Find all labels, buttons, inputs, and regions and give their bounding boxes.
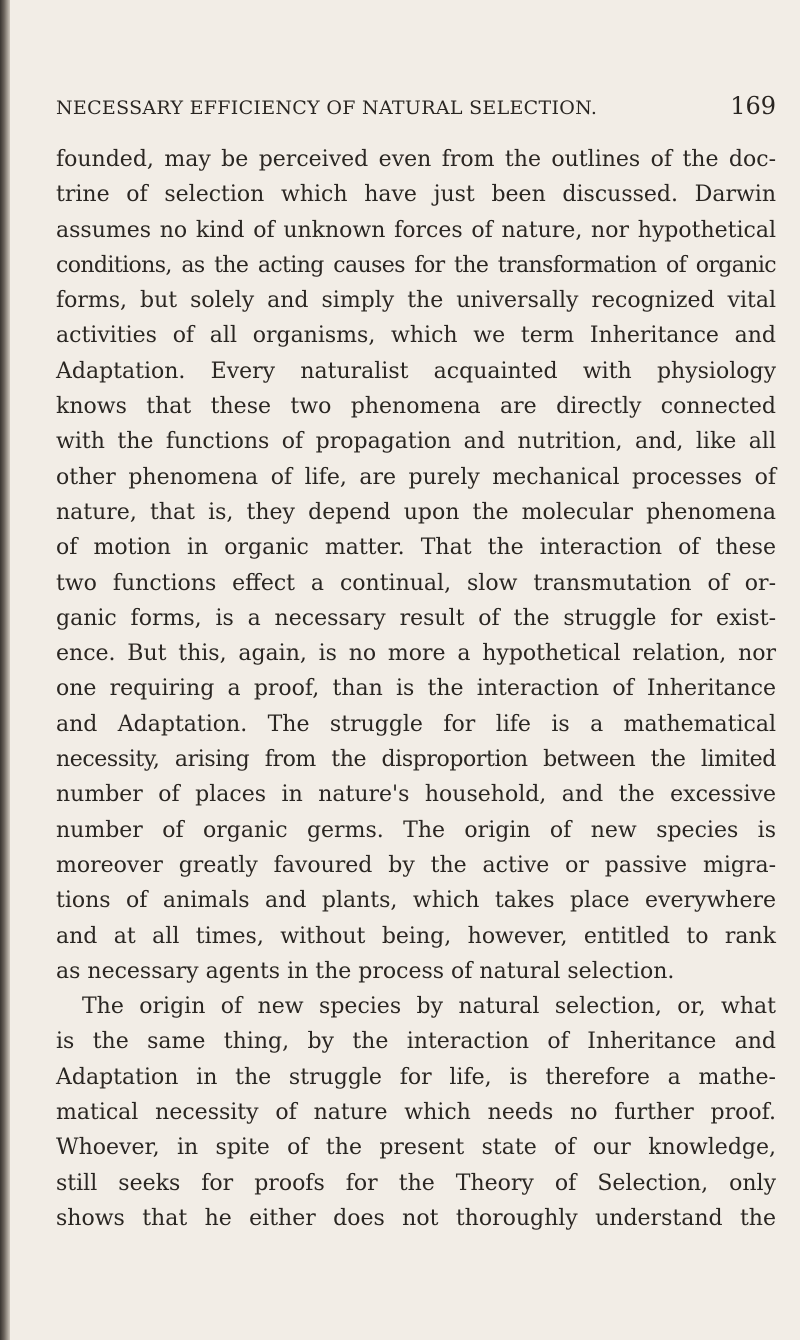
text-line: knows that these two phenomena are directly connected bbox=[56, 394, 776, 420]
text-line: one requiring a proof, than is the interaction of Inheritance bbox=[56, 676, 776, 702]
text-line: Adaptation. Every naturalist acquainted with physiology bbox=[56, 358, 776, 384]
text-line: two functions effect a continual, slow transmutation of or- bbox=[56, 570, 776, 596]
text-line: founded, may be perceived even from the outlines of the doc- bbox=[56, 147, 776, 172]
text-line: matical necessity of nature which needs no further proof. bbox=[56, 1100, 776, 1126]
text-line: ganic forms, is a necessary result of the struggle for exist- bbox=[56, 605, 776, 631]
text-line: other phenomena of life, are purely mechanical processes of bbox=[56, 464, 776, 490]
text-line: still seeks for proofs for the Theory of Selection, only bbox=[56, 1170, 776, 1196]
text-line: activities of all organisms, which we term Inheritance and bbox=[56, 323, 776, 349]
text-line: and at all times, without being, however, entitled to rank bbox=[56, 923, 776, 949]
text-line: number of places in nature's household, and the excessive bbox=[56, 782, 776, 808]
text-line: necessity, arising from the disproportion between the limited bbox=[56, 747, 776, 773]
text-line: conditions, as the acting causes for the transformation of organic bbox=[56, 252, 776, 278]
text-line: number of organic germs. The origin of new species is bbox=[56, 817, 776, 843]
page-number: 169 bbox=[730, 92, 776, 120]
text-line: forms, but solely and simply the universally recognized vital bbox=[56, 288, 776, 314]
text-line: and Adaptation. The struggle for life is a mathematical bbox=[56, 711, 776, 737]
text-line: tions of animals and plants, which takes place everywhere bbox=[56, 888, 776, 914]
text-line: nature, that is, they depend upon the molecular phenomena bbox=[56, 499, 776, 525]
text-line: ence. But this, again, is no more a hypothetical relation, nor bbox=[56, 641, 776, 667]
text-line: of motion in organic matter. That the interaction of these bbox=[56, 535, 776, 561]
text-line: is the same thing, by the interaction of Inheritance and bbox=[56, 1029, 776, 1055]
text-line: moreover greatly favoured by the active or passive migra- bbox=[56, 852, 776, 878]
page-header bbox=[56, 92, 776, 120]
text-line: assumes no kind of unknown forces of nature, nor hypothetical bbox=[56, 217, 776, 243]
text-line: Whoever, in spite of the present state of our knowledge, bbox=[56, 1135, 776, 1161]
text-line: The origin of new species by natural selection, or, what bbox=[82, 994, 776, 1020]
text-line: Adaptation in the struggle for life, is therefore a mathe- bbox=[56, 1064, 776, 1090]
text-line: with the functions of propagation and nutrition, and, like all bbox=[56, 429, 776, 455]
text-line: shows that he either does not thoroughly understand the bbox=[56, 1205, 776, 1231]
book-binding-edge bbox=[0, 0, 10, 1340]
text-line: trine of selection which have just been discussed. Darwin bbox=[56, 182, 776, 208]
body-text bbox=[56, 142, 776, 1236]
text-line: as necessary agents in the process of natural selection. bbox=[56, 958, 675, 984]
running-head: NECESSARY EFFICIENCY OF NATURAL SELECTION. bbox=[56, 97, 598, 119]
